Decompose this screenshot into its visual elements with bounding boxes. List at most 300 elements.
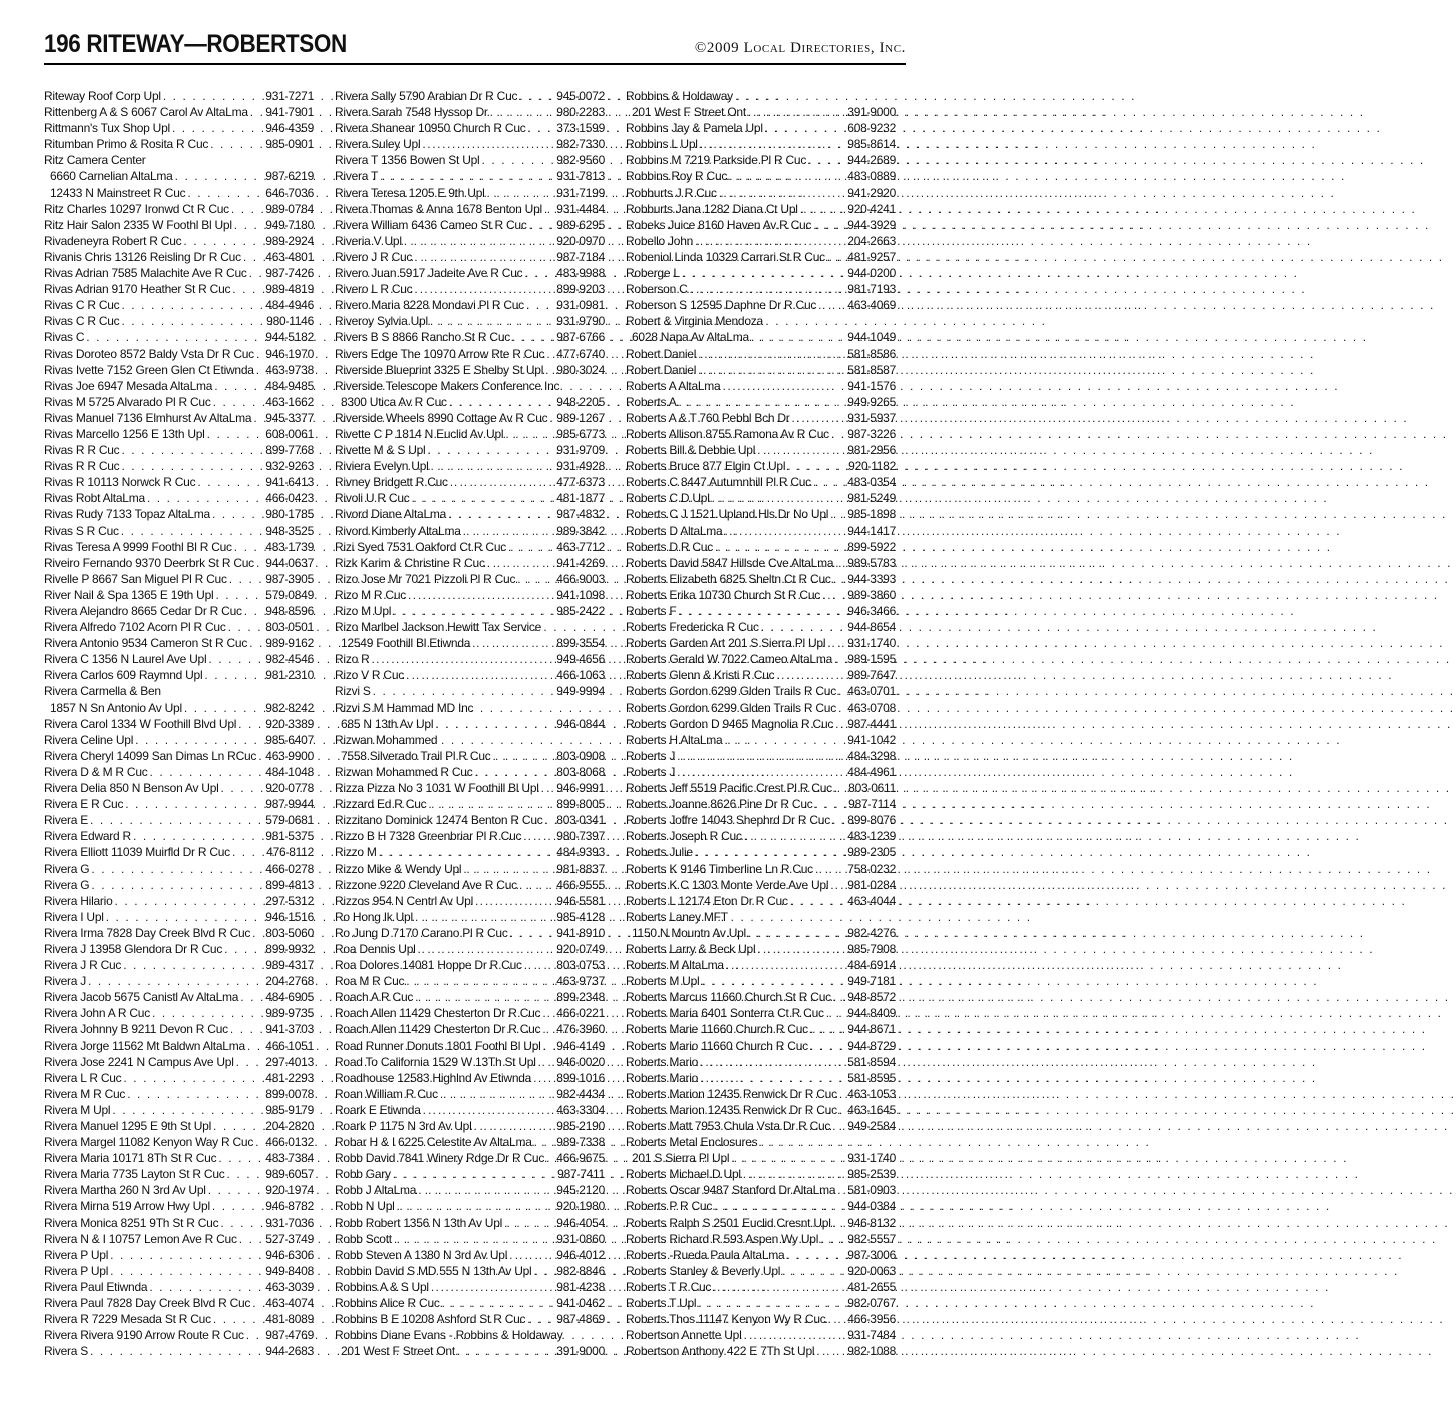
listing-entry [626, 265, 896, 281]
listing-phone: 483-1739 [265, 539, 314, 554]
listing-entry [44, 700, 314, 716]
listing-name: Roberts K C 1303 Monte Verde Ave Upl [626, 877, 829, 892]
listing-name: Rivera Monica 8251 9Th St R Cuc [44, 1215, 219, 1230]
listing-name: Roberts Garden Art 201 S Sierra Pl Upl [626, 636, 826, 651]
dot-leader [121, 1070, 265, 1086]
dot-leader [251, 410, 265, 426]
listing-phone: 946-5581 [556, 893, 605, 908]
listing-entry [626, 1279, 896, 1295]
listing-name: Rivera T [335, 169, 379, 184]
listing-entry [626, 1021, 896, 1037]
listing-phone: 931-9790 [556, 314, 605, 329]
listing-name: Roberts Laney MFT [626, 909, 728, 924]
page-header [44, 30, 906, 64]
dot-leader [412, 281, 556, 297]
listing-entry [335, 185, 605, 201]
dot-leader [228, 1021, 265, 1037]
listing-name: Rivera Johnny B 9211 Devon R Cuc [44, 1022, 228, 1037]
listing-phone: 920-0063 [847, 1263, 896, 1278]
listing-entry [44, 1054, 314, 1070]
dot-leader [835, 1182, 847, 1198]
listing-name: Rivero Juan 5917 Jadeite Ave R Cuc [335, 266, 523, 281]
dot-leader [392, 1231, 556, 1247]
listing-name: Rivera Edward R [44, 829, 131, 844]
dot-leader [461, 861, 556, 877]
listing-entry [335, 716, 605, 732]
listing-phone: 608-9232 [847, 121, 896, 136]
listing-entry [335, 1311, 605, 1327]
header-rule [44, 63, 906, 65]
dot-leader [404, 973, 556, 989]
dot-leader [119, 442, 265, 458]
dot-leader [510, 329, 556, 345]
dot-leader [170, 120, 265, 136]
listing-name: Rivera Maria 7735 Layton St R Cuc [44, 1167, 225, 1182]
listing-name: Rivero Maria 8228 Mondavi Pl R Cuc [335, 298, 524, 313]
listing-name: Rivas C [44, 330, 85, 345]
listing-name: Robar H & I 6225 Celestite Av AltaLma [335, 1135, 532, 1150]
listing-name: Roark P 1175 N 3rd Av Upl [335, 1119, 472, 1133]
listing-name: Rivoli U R Cuc [335, 491, 410, 506]
dot-leader [88, 1343, 265, 1359]
listing-entry [335, 812, 605, 828]
listing-entry [626, 378, 896, 394]
listing-name: Roberts Allison 8755 Ramona Av R Cuc [626, 426, 829, 441]
listing-name: Roberts C D Upl [626, 491, 710, 506]
listing-name: Roberts Metal Enclosures [626, 1135, 758, 1150]
listing-entry [44, 667, 314, 683]
listing-phone: 463-1053 [847, 1086, 896, 1101]
listing-phone: 989-4819 [265, 282, 314, 297]
listing-name: Roberts Joffre 14043 Shephrd Dr R Cuc [626, 813, 830, 828]
listing-name: Rivera Paul Etiwnda [44, 1279, 148, 1294]
listing-entry [626, 1247, 896, 1263]
listing-entry [626, 346, 896, 362]
listing-entry [44, 877, 314, 893]
dot-leader [429, 458, 557, 474]
listing-name: Rivord Kimberly AltaLma [335, 523, 461, 538]
listing-phone: 946-8782 [265, 1199, 314, 1214]
listing-entry [44, 104, 314, 120]
listing-entry [44, 1198, 314, 1214]
listing-entry [335, 233, 605, 249]
listing-name: Roberts Marcus 11660 Church St R Cuc [626, 990, 831, 1005]
listing-phone: 946-4149 [556, 1038, 605, 1053]
listing-name: Rivera Paul 7828 Day Creek Blvd R Cuc [44, 1296, 251, 1311]
dot-leader [254, 346, 265, 362]
listing-phone: 920-4241 [847, 201, 896, 216]
dot-leader [502, 1215, 556, 1231]
listing-phone: 941-0462 [556, 1296, 605, 1311]
dot-leader [88, 812, 265, 828]
listing-phone: 945-0072 [556, 89, 605, 103]
listing-phone: 946-4012 [556, 1247, 605, 1262]
listing-phone: 980-3024 [556, 362, 605, 377]
dot-leader [832, 780, 848, 796]
listing-phone: 931-0860 [556, 1231, 605, 1246]
listing-name: Rivera Delia 850 N Benson Av Upl [44, 781, 219, 796]
listing-name: Roberts Larry & Beck Upl [626, 941, 756, 956]
listing-phone: 981-7193 [847, 282, 896, 297]
listing-name: Roberts A [626, 394, 677, 409]
listing-phone: 946-8132 [847, 1215, 896, 1230]
listing-name: Rivney Bridgett R Cuc [335, 475, 448, 490]
listing-entry [44, 201, 314, 217]
listing-name: Rizo M Upl [335, 604, 392, 618]
listing-phone: 463-4074 [265, 1296, 314, 1311]
listing-entry [44, 1311, 314, 1327]
listing-entry [44, 619, 314, 635]
dot-leader [836, 683, 847, 699]
dot-leader [503, 426, 556, 442]
listing-name: Roberts T Upl [626, 1296, 697, 1311]
dot-leader [426, 796, 556, 812]
listing-phone: 931-9709 [556, 443, 605, 458]
listing-name: Roberts Stanley & Beverly Upl [626, 1263, 781, 1278]
dot-leader [222, 941, 265, 957]
listing-entry [44, 1182, 314, 1198]
dot-leader [722, 732, 847, 748]
listing-entry [44, 732, 314, 748]
listing-entry [44, 1150, 314, 1166]
listing-name: Robburts J R Cuc [626, 185, 717, 200]
dot-leader [780, 1263, 847, 1279]
listing-column-1 [44, 88, 314, 1359]
listing-entry [335, 297, 605, 313]
listing-entry [626, 1102, 896, 1118]
dot-leader [473, 893, 556, 909]
listing-name: Roberts Matt 7953 Chula Vsta Dr R Cuc [626, 1119, 831, 1133]
listing-phone: 989-2305 [847, 845, 896, 860]
listing-name: Robb Robert 1356 N 13th Av Upl [335, 1215, 503, 1230]
listing-entry [44, 249, 314, 265]
listing-name: 6028 Napa Av AltaLma [632, 330, 749, 345]
listing-entry [626, 555, 896, 571]
listing-entry [626, 1038, 896, 1054]
listing-entry [44, 329, 314, 345]
listing-entry [626, 683, 896, 699]
listing-entry [626, 1070, 896, 1086]
dot-leader [238, 989, 265, 1005]
dot-leader [421, 1102, 557, 1118]
listing-entry [44, 780, 314, 796]
listing-name: Rivas Rudy 7133 Topaz AltaLma [44, 507, 210, 522]
dot-leader [717, 185, 848, 201]
listing-name: Rivas R R Cuc [44, 443, 120, 458]
listing-name: Rivas M 5725 Alvarado Pl R Cuc [44, 394, 211, 409]
listing-phone: 941-6413 [265, 475, 314, 490]
listing-entry [626, 1118, 896, 1134]
dot-leader [813, 861, 847, 877]
listing-phone: 484-4961 [847, 764, 896, 779]
listing-entry [335, 378, 605, 394]
listing-name: Rivera Jacob 5675 Canistl Av AltaLma [44, 990, 239, 1005]
listing-entry [44, 474, 314, 490]
dot-leader [212, 378, 265, 394]
dot-leader [790, 410, 848, 426]
dot-leader [515, 571, 556, 587]
listing-name: Roberts Mario [626, 1070, 699, 1085]
listing-entry [335, 1247, 605, 1263]
listing-phone: 899-8076 [847, 813, 896, 828]
listing-name: Roark E Etiwnda [335, 1102, 421, 1117]
listing-entry [626, 812, 896, 828]
dot-leader [416, 941, 557, 957]
dot-leader [123, 796, 265, 812]
listing-name: Robertson Annette Upl [626, 1328, 742, 1343]
listing-name: 12549 Foothill Bl Etiwnda [341, 636, 471, 651]
listing-entry [335, 1150, 605, 1166]
listing-name: Rizzitano Dominick 12474 Benton R Cuc [335, 813, 543, 828]
listing-phone: 946-0844 [556, 716, 605, 731]
listing-phone: 477-6740 [556, 346, 605, 361]
listing-entry [626, 490, 896, 506]
listing-phone: 949-9994 [556, 684, 605, 699]
listing-entry [44, 378, 314, 394]
listing-entry [335, 844, 605, 860]
listing-entry [44, 426, 314, 442]
dot-leader [527, 217, 557, 233]
listing-name: Rivera P Upl [44, 1263, 109, 1278]
dot-leader [133, 732, 265, 748]
listing-entry [626, 732, 896, 748]
listing-name: Robert Daniel [626, 346, 697, 361]
listing-name: Rivera Cheryl 14099 San Dimas Ln RCuc [44, 748, 257, 763]
listing-entry [44, 136, 314, 152]
listing-entry [44, 603, 314, 619]
dot-leader [234, 1054, 266, 1070]
listing-entry [44, 651, 314, 667]
dot-leader [680, 265, 847, 281]
listing-phone: 484-3298 [847, 748, 896, 763]
listing-entry [626, 861, 896, 877]
listing-name: Roberts A & T 760 Pebbl Bch Dr [626, 410, 790, 425]
listing-entry [44, 764, 314, 780]
listing-entry [335, 587, 605, 603]
listing-phone: 980-2283 [556, 105, 605, 120]
dot-leader [225, 1166, 266, 1182]
listing-phone: 463-4801 [265, 249, 314, 264]
listing-entry [44, 683, 314, 699]
listing-phone: 982-0767 [847, 1296, 896, 1311]
dot-leader [470, 635, 556, 651]
listing-entry [626, 297, 896, 313]
listing-entry [44, 1343, 314, 1359]
listing-name: Rivas Adrian 9170 Heather St R Cuc [44, 282, 231, 297]
listing-name: Rizvi S [335, 684, 371, 699]
dot-leader [517, 88, 556, 104]
listing-phone: 803-0341 [556, 813, 605, 828]
dot-leader [208, 136, 265, 152]
listing-name: Roberts Glenn & Kristi R Cuc [626, 668, 775, 683]
listing-entry [626, 780, 896, 796]
listing-entry [44, 748, 314, 764]
listing-entry [335, 394, 605, 410]
dot-leader [746, 104, 847, 120]
listing-name: Robeniol Linda 10329 Carrari St R Cuc [626, 249, 825, 264]
listing-name: Robbins & Holdaway [626, 89, 733, 103]
listing-entry [335, 426, 605, 442]
listing-entry [44, 1102, 314, 1118]
listing-name: Rivas Robt AltaLma [44, 491, 145, 506]
listing-entry [335, 1182, 605, 1198]
dot-leader [531, 1263, 556, 1279]
listing-name: Roa Dennis Upl [335, 941, 416, 956]
listing-name: Ritz Charles 10297 Ironwd Ct R Cuc [44, 201, 229, 216]
listing-name: Rivera Hilario [44, 893, 113, 908]
listing-phone: 980-1146 [266, 314, 314, 329]
dot-leader [540, 1021, 556, 1037]
listing-name: Rivera Rivera 9190 Arrow Route R Cuc [44, 1328, 244, 1343]
listing-phone: 931-7484 [847, 1328, 896, 1343]
listing-phone: 948-8596 [265, 604, 314, 618]
listing-phone: 581-8586 [847, 346, 896, 361]
listing-name: Rizo Jose Mr 7021 Pizzoli Pl R Cuc [335, 571, 516, 586]
listing-entry [44, 233, 314, 249]
dot-leader [710, 490, 848, 506]
dot-leader [830, 812, 847, 828]
listing-entry [44, 716, 314, 732]
listing-phone: 931-7199 [556, 185, 605, 200]
listing-name: Rivas R R Cuc [44, 459, 120, 474]
dot-leader [205, 426, 266, 442]
listing-phone: 803-0611 [848, 781, 896, 796]
dot-leader [219, 780, 266, 796]
listing-phone: 987-7426 [265, 266, 314, 281]
listing-phone: 985-2539 [847, 1167, 896, 1182]
dot-leader [713, 539, 847, 555]
dot-leader [488, 104, 557, 120]
listing-entry [626, 88, 896, 104]
listing-name: Roberts Gordon 6299 Glden Trails R Cuc [626, 700, 836, 715]
listing-name: Rivera Celine Upl [44, 732, 134, 747]
listing-phone: 980-1785 [265, 507, 314, 522]
dot-leader [806, 152, 847, 168]
listing-entry [44, 1005, 314, 1021]
listing-entry [626, 523, 896, 539]
dot-leader [254, 362, 266, 378]
dot-leader [425, 442, 556, 458]
listing-phone: 989-9162 [265, 636, 314, 651]
listing-name: Robert & Virginia Mendoza [626, 314, 763, 329]
dot-leader [698, 136, 848, 152]
listing-entry [44, 957, 314, 973]
listing-phone: 931-7271 [265, 89, 314, 103]
listing-column-2 [335, 88, 605, 1359]
listing-name: Robb J AltaLma [335, 1183, 417, 1198]
listing-phone: 204-2820 [265, 1119, 314, 1133]
listing-phone: 476-8112 [266, 845, 314, 860]
listing-entry [626, 1295, 896, 1311]
dot-leader [831, 1215, 848, 1231]
listing-entry [626, 764, 896, 780]
listing-phone: 920-0749 [556, 941, 605, 956]
listing-name: Rivera Jose 2241 N Campus Ave Upl [44, 1054, 234, 1069]
listing-phone: 985-1898 [847, 507, 896, 522]
dot-leader [433, 716, 556, 732]
listing-name: Robbins L Upl [626, 137, 698, 152]
dot-leader [491, 748, 557, 764]
dot-leader [237, 1231, 266, 1247]
listing-phone: 949-7180 [265, 217, 314, 232]
dot-leader [485, 555, 557, 571]
listing-phone: 483-1239 [847, 829, 896, 844]
dot-leader [108, 1247, 265, 1263]
listing-name: Roberts Julie [626, 845, 693, 860]
dot-leader [161, 88, 265, 104]
dot-leader [446, 506, 556, 522]
listing-phone: 484-4946 [265, 298, 314, 313]
listing-entry [335, 780, 605, 796]
listing-column-3 [626, 88, 896, 1359]
listing-entry [335, 313, 605, 329]
listing-name: Riveria V Upl [335, 233, 402, 248]
listing-phone: 989-1595 [847, 652, 896, 667]
listing-name: Roberts Michael D Upl [626, 1167, 741, 1182]
listing-entry [335, 1166, 605, 1182]
listing-entry [44, 1021, 314, 1037]
listing-phone: 989-7647 [847, 668, 896, 683]
listing-entry [626, 893, 896, 909]
listing-entry [44, 635, 314, 651]
dot-leader [828, 506, 847, 522]
dot-leader [825, 249, 847, 265]
listing-name: Robburts Jana 1282 Diana Ct Upl [626, 201, 798, 216]
dot-leader [829, 426, 847, 442]
listing-entry [626, 185, 896, 201]
listing-phone: 981-2310 [265, 668, 314, 683]
listing-phone: 985-2190 [556, 1119, 605, 1133]
dot-leader [774, 667, 847, 683]
listing-entry [335, 168, 605, 184]
listing-name: Robb Scott [335, 1231, 392, 1246]
listing-phone: 981-8837 [556, 861, 605, 876]
dot-leader [724, 957, 847, 973]
listing-name: Roberts Elizabeth 6825 Sheltn Ct R Cuc [626, 571, 831, 586]
dot-leader [440, 1295, 557, 1311]
listing-entry [626, 603, 896, 619]
listing-entry [626, 957, 896, 973]
listing-phone: 373-1599 [556, 121, 605, 136]
dot-leader [831, 989, 847, 1005]
listing-phone: 931-5937 [847, 410, 896, 425]
listing-phone: 608-0061 [265, 426, 314, 441]
listing-phone: 944-3929 [847, 217, 896, 232]
listing-name: Rivera J [44, 974, 87, 989]
listing-entry [626, 1086, 896, 1102]
listing-name: Roach Allen 11429 Chesterton Dr R Cuc [335, 1006, 541, 1021]
listing-name: 12433 N Mainstreet R Cuc [50, 185, 186, 200]
listing-phone: 985-7908 [847, 941, 896, 956]
listing-name: Rivera Irma 7828 Day Creek Blvd R Cuc [44, 925, 251, 940]
listing-phone: 944-8671 [847, 1022, 896, 1037]
listing-name: Rivelle P 8667 San Miguel Pl R Cuc [44, 571, 227, 586]
listing-phone: 948-3525 [265, 523, 314, 538]
listing-entry [626, 716, 896, 732]
dot-leader [104, 909, 266, 925]
listing-phone: 484-1048 [265, 764, 314, 779]
dot-leader [508, 925, 557, 941]
listing-phone: 463-1662 [265, 394, 314, 409]
dot-leader [371, 683, 557, 699]
listing-phone: 466-3956 [847, 1312, 896, 1327]
listing-name: Rizzo M [335, 845, 377, 860]
dot-leader [540, 1005, 556, 1021]
listing-name: Rizza Pizza No 3 1031 W Foothill Bl Upl [335, 781, 539, 796]
listing-name: Robbin David S MD 555 N 13th Av Upl [335, 1263, 532, 1278]
listing-name: Roberts -Rueda Paula AltaLma [626, 1247, 785, 1262]
listing-name: Roberts F [626, 604, 677, 618]
